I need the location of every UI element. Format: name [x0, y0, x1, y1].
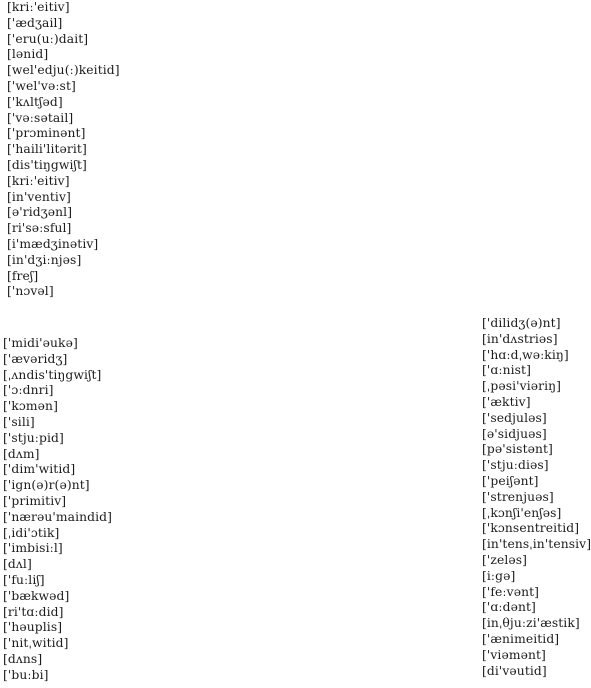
- phonetic-entry: ['haili'litərit]: [7, 142, 87, 157]
- phonetic-entry: ['eru(uː)dait]: [7, 31, 89, 46]
- phonetic-entry: ['nærəu'maindid]: [3, 509, 113, 524]
- phonetic-entry: ['ɑːdənt]: [482, 600, 536, 615]
- phonetic-entry: ['æktiv]: [482, 394, 531, 409]
- phonetic-entry: [ˌʌndis'tiŋgwiʃt]: [3, 367, 102, 382]
- phonetic-entry: [ˌidi'ɔtik]: [3, 525, 60, 540]
- phonetic-entry: [in'dʒiːnjəs]: [7, 252, 82, 267]
- phonetic-entry: ['nɔvəl]: [7, 284, 54, 299]
- phonetic-entry: [ˌpəsi'viəriŋ]: [482, 379, 562, 394]
- phonetic-entry: ['ign(ə)r(ə)nt]: [3, 478, 90, 493]
- phonetic-entry: ['nitˌwitid]: [3, 636, 69, 651]
- phonetic-list-left-top: [7, 0, 120, 300]
- phonetic-entry: ['primitiv]: [3, 493, 67, 508]
- phonetic-entry: ['hɑːdˌwəːkiŋ]: [482, 347, 569, 362]
- phonetic-entry: ['sili]: [3, 414, 35, 429]
- phonetic-entry: ['peiʃənt]: [482, 473, 539, 488]
- phonetic-entry: ['kɔnsentreitid]: [482, 521, 580, 536]
- phonetic-entry: ['ædʒail]: [7, 15, 63, 30]
- phonetic-entry: [in'tensˌin'tensiv]: [482, 537, 591, 552]
- phonetic-entry: [in'ventiv]: [7, 189, 71, 204]
- phonetic-entry: [dʌm]: [3, 446, 40, 461]
- phonetic-entry: ['wel'vəːst]: [7, 78, 76, 93]
- phonetic-entry: ['ævəridʒ]: [3, 351, 68, 366]
- phonetic-entry: ['ænimeitid]: [482, 631, 560, 646]
- phonetic-entry: [iːgə]: [482, 568, 516, 583]
- phonetic-entry: [dʌns]: [3, 651, 43, 666]
- phonetic-entry: ['imbisiːl]: [3, 541, 63, 556]
- phonetic-entry: ['prɔminənt]: [7, 126, 86, 141]
- phonetic-entry: ['dim'witid]: [3, 462, 76, 477]
- phonetic-entry: [di'vəutid]: [482, 663, 547, 678]
- phonetic-entry: ['bækwəd]: [3, 588, 70, 603]
- phonetic-entry: [ˌkɔnʃi'enʃəs]: [482, 505, 562, 520]
- phonetic-list-left-bottom: [3, 336, 112, 684]
- phonetic-entry: ['viəmənt]: [482, 647, 546, 662]
- phonetic-entry: [i'mædʒinətiv]: [7, 236, 99, 251]
- phonetic-entry: [ri'səːsful]: [7, 221, 72, 236]
- phonetic-entry: ['stjuːpid]: [3, 430, 64, 445]
- phonetic-list-right: [482, 316, 591, 679]
- phonetic-entry: ['zeləs]: [482, 552, 528, 567]
- phonetic-entry: ['sedjuləs]: [482, 410, 547, 425]
- phonetic-entry: [kriː'eitiv]: [7, 173, 70, 188]
- phonetic-entry: [lənid]: [7, 47, 49, 62]
- phonetic-entry: ['fuːliʃ]: [3, 572, 45, 587]
- phonetic-entry: ['feːvənt]: [482, 584, 540, 599]
- phonetic-entry: [inˌθjuːzi'æstik]: [482, 616, 580, 631]
- phonetic-entry: ['kʌltʃəd]: [7, 94, 63, 109]
- phonetic-entry: ['həuplis]: [3, 620, 63, 635]
- phonetic-entry: [ə'ridʒənl]: [7, 205, 73, 220]
- phonetic-entry: [wel'edju(ː)keitid]: [7, 63, 120, 78]
- phonetic-entry: ['ɑːnist]: [482, 363, 531, 378]
- phonetic-entry: [kriː'eitiv]: [7, 0, 70, 14]
- phonetic-entry: ['vəːsətail]: [7, 110, 74, 125]
- phonetic-entry: ['strenjuəs]: [482, 489, 554, 504]
- phonetic-entry: [ri'tɑːdid]: [3, 604, 64, 619]
- phonetic-entry: ['midi'əukə]: [3, 336, 78, 350]
- phonetic-entry: [freʃ]: [7, 268, 39, 283]
- phonetic-entry: ['ɔːdnri]: [3, 383, 54, 398]
- phonetic-entry: ['kɔmən]: [3, 399, 58, 414]
- phonetic-entry: [dis'tiŋgwiʃt]: [7, 157, 87, 172]
- phonetic-entry: [dʌl]: [3, 557, 32, 572]
- phonetic-entry: [in'dʌstriəs]: [482, 331, 558, 346]
- phonetic-entry: ['dilidʒ(ə)nt]: [482, 316, 561, 330]
- phonetic-entry: [ə'sidjuəs]: [482, 426, 547, 441]
- phonetic-entry: ['buːbi]: [3, 667, 49, 682]
- phonetic-entry: ['stjuːdiəs]: [482, 458, 549, 473]
- phonetic-entry: [pə'sistənt]: [482, 442, 553, 457]
